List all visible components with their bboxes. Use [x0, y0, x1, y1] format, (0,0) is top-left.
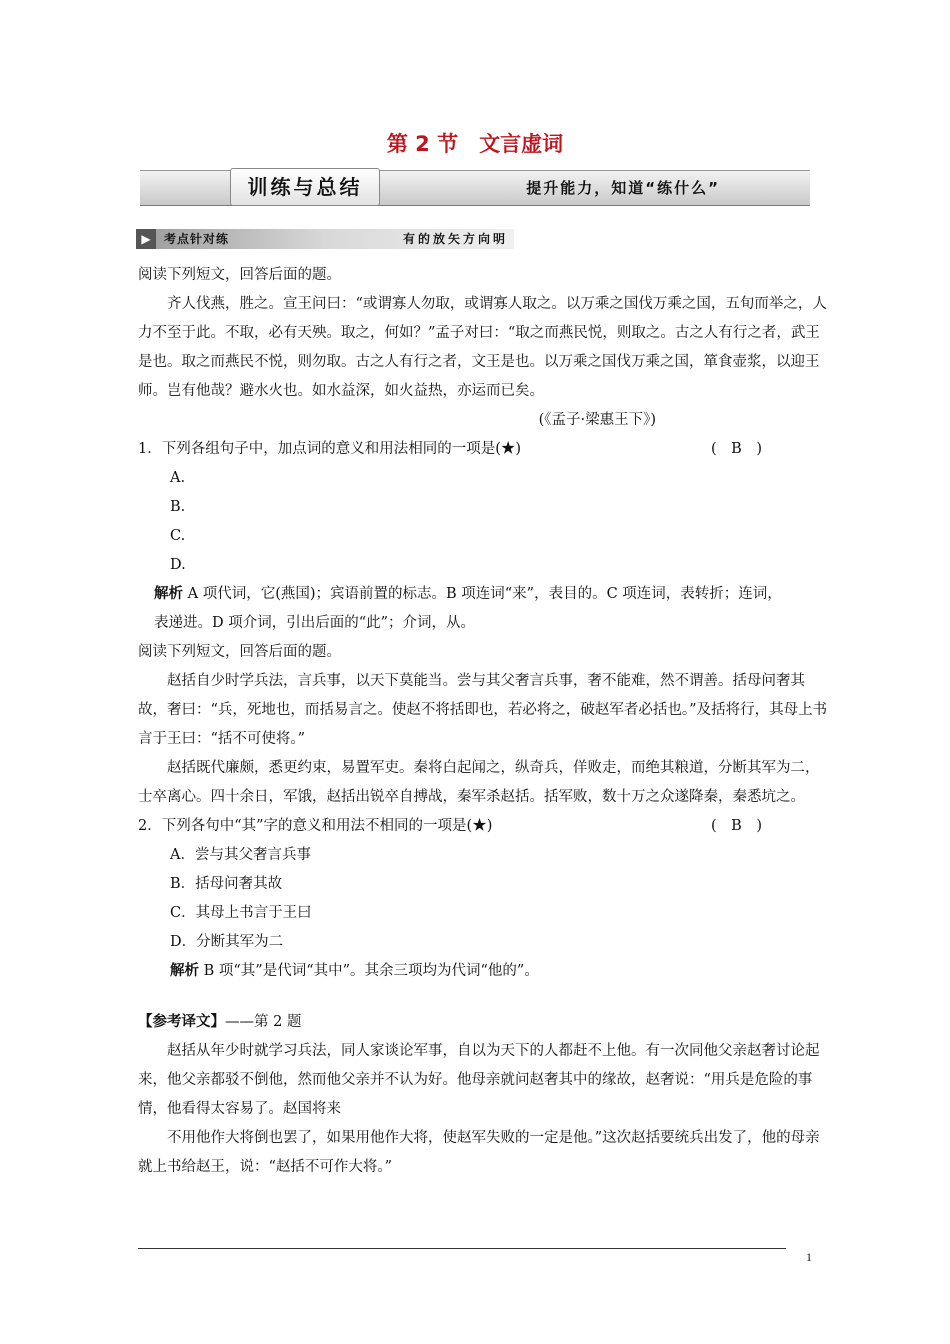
sub-banner-tagline: 有的放矢方向明 [402, 232, 508, 246]
q2-option-a: A．尝与其父奢言兵事 [170, 847, 311, 863]
page-number: 1 [806, 1250, 812, 1264]
section1-source: (《孟子·梁惠王下》) [538, 412, 656, 428]
q1-explanation-line2: 表递进。D 项介词，引出后面的“此”；介词，从。 [154, 615, 476, 631]
reference-paragraph-1: 赵括从年少时就学习兵法，同人家谈论军事，自以为天下的人都赶不上他。有一次同他父亲赵奢讨论起来，他父亲都驳不倒他，然而他父亲并不认为好。他母亲就问赵奢其中的缘故，赵奢说：“用兵是危险的事情，他看得太容易了。赵国将来 [138, 1043, 820, 1117]
q2-explanation [138, 957, 828, 986]
reference-heading [138, 1008, 828, 1037]
section1-heading: 阅读下列短文，回答后面的题。 [138, 267, 341, 283]
document-body [138, 261, 828, 1182]
question-2 [138, 812, 828, 841]
reference-suffix: ——第 2 题 [225, 1014, 302, 1030]
question-1-text: 1．下列各组句子中，加点词的意义和用法相同的一项是(★) [138, 441, 522, 457]
sub-banner-label: 考点针对练 [164, 232, 230, 246]
question-1-answer: ( B ) [711, 441, 762, 457]
question-1 [138, 435, 828, 464]
q2-explanation-label: 解析 [170, 963, 199, 979]
spacer [138, 986, 828, 1008]
section2-heading: 阅读下列短文，回答后面的题。 [138, 644, 341, 660]
q2-option-d: D．分断其军为二 [170, 934, 284, 950]
banner-label: 训练与总结 [230, 168, 380, 206]
q2-explanation-text: B 项“其”是代词“其中”。其余三项均为代词“他的”。 [203, 963, 539, 979]
banner-tagline: 提升能力，知道“练什么” [526, 179, 720, 197]
section-banner [140, 170, 810, 206]
reference-label: 【参考译文】 [138, 1014, 225, 1030]
reference-paragraph-2: 不用他作大将倒也罢了，如果用他作大将，使赵军失败的一定是他。”这次赵括要统兵出发了，他的母亲就上书给赵王，说：“赵括不可作大将。” [138, 1130, 820, 1175]
play-arrow-icon: ▶ [136, 229, 156, 249]
sub-banner [136, 229, 514, 249]
q1-explanation [138, 580, 828, 609]
page-title: 第 2 节 文言虚词 [386, 132, 564, 156]
q1-option-b: B. [170, 499, 186, 515]
section2-passage-1: 赵括自少时学兵法，言兵事，以天下莫能当。尝与其父奢言兵事，奢不能难，然不谓善。括母问奢其故，奢曰：“兵，死地也，而括易言之。使赵不将括即也，若必将之，破赵军者必括也。”及括将行，其母上书言于王曰：“括不可使将。” [138, 673, 828, 747]
q1-explanation-label: 解析 [154, 586, 183, 602]
question-2-answer: ( B ) [711, 818, 762, 834]
section2-passage-2: 赵括既代廉颇，悉更约束，易置军吏。秦将白起闻之，纵奇兵，佯败走，而绝其粮道，分断其军为二，士卒离心。四十余日，军饿，赵括出锐卒自搏战，秦军杀赵括。括军败，数十万之众遂降秦，秦悉坑之。 [138, 760, 820, 805]
question-2-text: 2．下列各句中“其”字的意义和用法不相同的一项是(★) [138, 818, 493, 834]
footer-divider [138, 1248, 786, 1249]
q1-explanation-line1: A 项代词，它(燕国)；宾语前置的标志。B 项连词“来”，表目的。C 项连词，表转折；连词， [187, 586, 782, 602]
q2-option-b: B．括母问奢其故 [170, 876, 283, 892]
q1-option-d: D. [170, 557, 186, 573]
q1-option-a: A. [170, 470, 186, 486]
section1-passage: 齐人伐燕，胜之。宣王问曰：“或谓寡人勿取，或谓寡人取之。以万乘之国伐万乘之国，五旬而举之，人力不至于此。不取，必有天殃。取之，何如？”孟子对曰：“取之而燕民悦，则取之。古之人有行之者，武王是也。取之而燕民不悦，则勿取。古之人有行之者，文王是也。以万乘之国伐万乘之国，箪食壶浆，以迎王师。岂有他哉？避水火也。如水益深，如火益热，亦运而已矣。 [138, 296, 827, 399]
q2-option-c: C．其母上书言于王曰 [170, 905, 312, 921]
q1-option-c: C. [170, 528, 186, 544]
